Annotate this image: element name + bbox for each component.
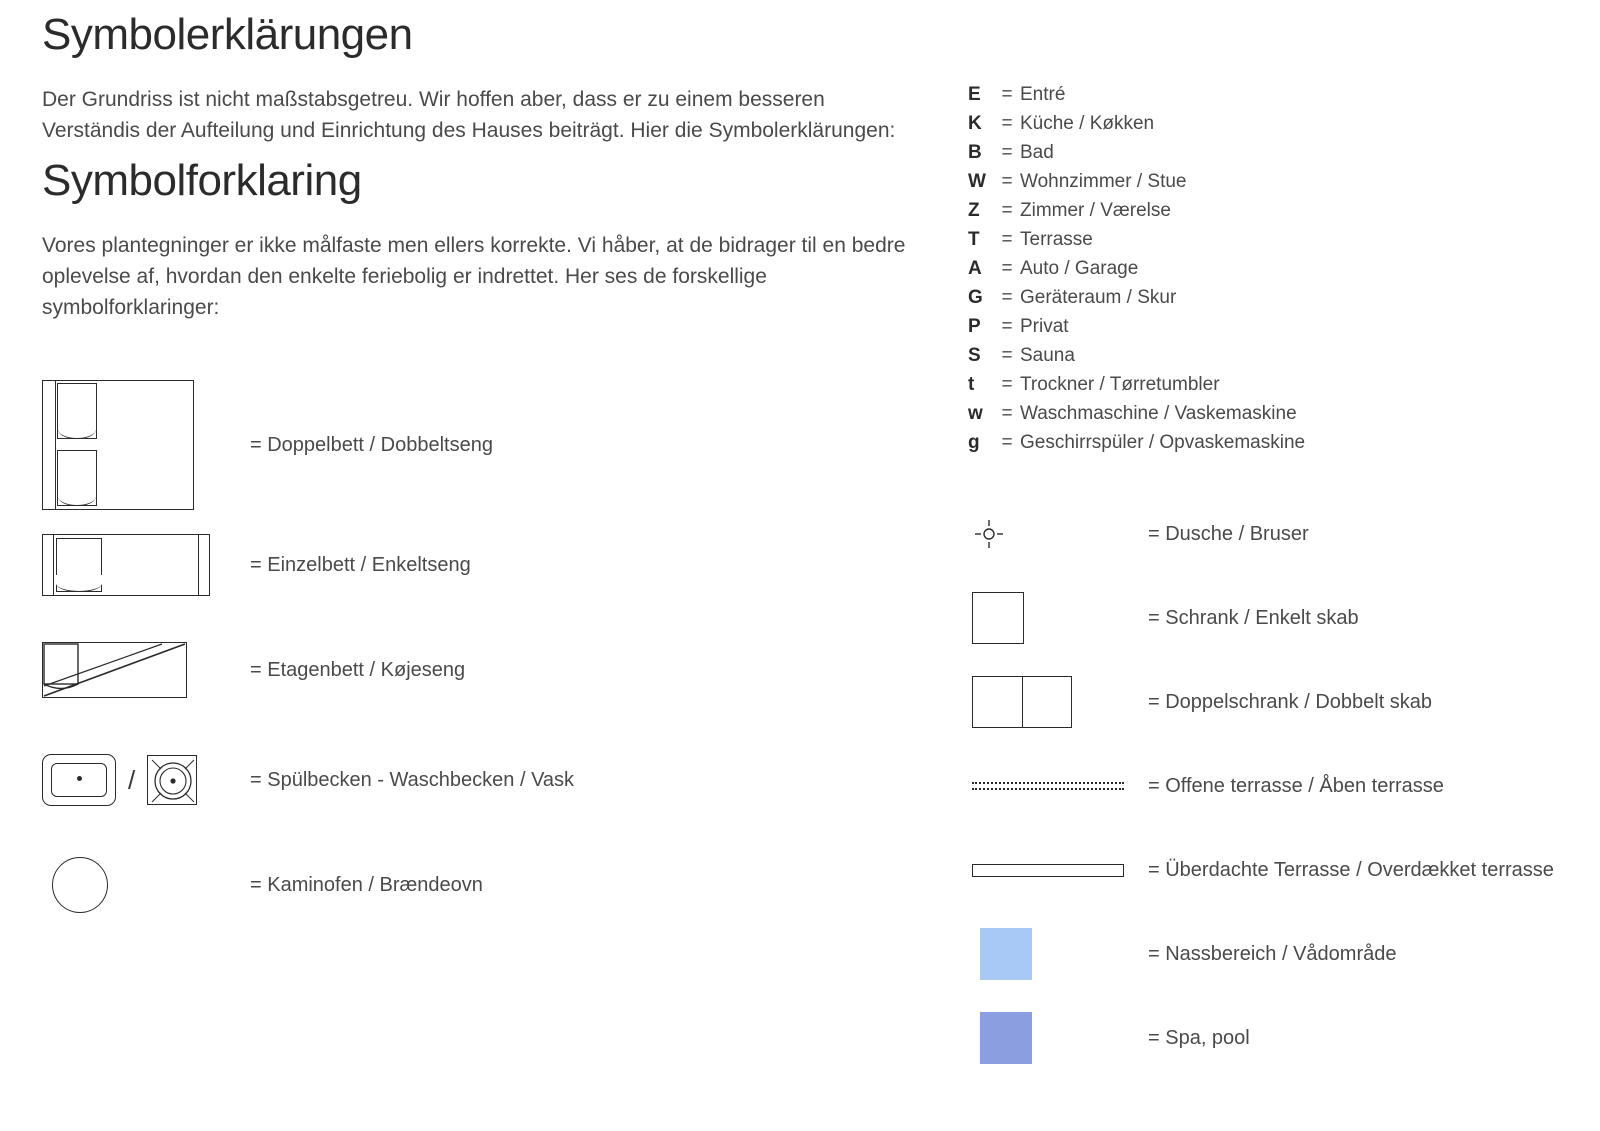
legend-item	[968, 744, 1600, 828]
legend-item	[968, 996, 1600, 1080]
equals-sign: =	[1001, 287, 1013, 308]
legend-item	[968, 660, 1600, 744]
legend-item-label: = Etagenbett / Køjeseng	[250, 658, 466, 681]
double-bed-icon	[42, 380, 222, 510]
double-cabinet-icon	[968, 676, 1148, 728]
abbreviation-value: Privat	[1020, 316, 1069, 337]
equals-sign: =	[1001, 432, 1013, 453]
legend-item-label: = Einzelbett / Enkeltseng	[250, 553, 471, 576]
legend-item	[42, 615, 922, 725]
wood-stove-icon	[42, 857, 222, 913]
abbreviation-key: B	[968, 142, 982, 163]
right-symbol-list	[968, 492, 1600, 1080]
equals-sign: =	[1001, 345, 1013, 366]
legend-item	[42, 515, 922, 615]
abbreviation-key: K	[968, 113, 982, 134]
left-symbol-list	[42, 375, 922, 935]
bunk-bed-icon	[42, 642, 222, 698]
abbreviation-value: Entré	[1020, 84, 1066, 105]
abbreviation-row	[968, 374, 1568, 403]
abbreviation-row	[968, 316, 1568, 345]
abbreviation-value: Zimmer / Værelse	[1020, 200, 1171, 221]
legend-item	[968, 492, 1600, 576]
abbreviation-key: S	[968, 345, 981, 366]
abbreviation-row	[968, 258, 1568, 287]
equals-sign: =	[1001, 374, 1013, 395]
abbreviation-key: T	[968, 229, 980, 250]
legend-item-label: = Spa, pool	[1148, 1026, 1250, 1049]
legend-item	[968, 828, 1600, 912]
abbreviation-key: W	[968, 171, 986, 192]
abbreviation-key: t	[968, 374, 975, 395]
abbreviation-key: E	[968, 84, 981, 105]
sink-icon	[42, 754, 116, 806]
equals-sign: =	[1001, 200, 1013, 221]
washbasin-icon	[147, 755, 197, 805]
paragraph-german: Der Grundriss ist nicht maßstabsgetreu. Wir hoffen aber, dass er zu einem besseren Verständis der Aufteilung und Einrichtung des Hauses beiträgt. Hier die Symbolerklärungen:	[42, 88, 896, 142]
equals-sign: =	[1001, 229, 1013, 250]
covered-terrace-icon	[968, 864, 1148, 877]
abbreviation-row	[968, 345, 1568, 374]
separator-slash: /	[128, 764, 136, 795]
abbreviation-key: w	[968, 403, 983, 424]
legend-item	[968, 912, 1600, 996]
legend-item-label: = Dusche / Bruser	[1148, 522, 1309, 545]
abbreviation-value: Terrasse	[1020, 229, 1093, 250]
abbreviation-value: Geschirrspüler / Opvaskemaskine	[1020, 432, 1306, 453]
abbreviation-value: Sauna	[1020, 345, 1075, 366]
sink-basin-icon	[42, 754, 222, 806]
shower-icon	[968, 520, 1148, 548]
equals-sign: =	[1001, 142, 1013, 163]
legend-item	[42, 725, 922, 835]
abbreviation-key: A	[968, 258, 982, 279]
abbreviation-value: Bad	[1020, 142, 1054, 163]
abbreviation-row	[968, 229, 1568, 258]
legend-item	[42, 835, 922, 935]
equals-sign: =	[1001, 113, 1013, 134]
legend-item-label: = Spülbecken - Waschbecken / Vask	[250, 768, 575, 791]
legend-item-label: = Nassbereich / Vådområde	[1148, 942, 1397, 965]
abbreviation-value: Küche / Køkken	[1020, 113, 1155, 134]
legend-item-label: = Doppelschrank / Dobbelt skab	[1148, 690, 1433, 713]
heading-german: Symbolerklärungen	[42, 10, 413, 59]
legend-item-label: = Doppelbett / Dobbeltseng	[250, 433, 493, 456]
abbreviation-row	[968, 84, 1568, 113]
abbreviation-row	[968, 113, 1568, 142]
left-column	[42, 0, 922, 935]
abbreviation-row	[968, 287, 1568, 316]
legend-item-label: = Schrank / Enkelt skab	[1148, 606, 1359, 629]
legend-item-label: = Überdachte Terrasse / Overdækket terrasse	[1148, 858, 1554, 881]
equals-sign: =	[1001, 403, 1013, 424]
abbreviation-key: G	[968, 287, 983, 308]
equals-sign: =	[1001, 258, 1013, 279]
equals-sign: =	[1001, 84, 1013, 105]
abbreviation-key: g	[968, 432, 980, 453]
abbreviation-key: P	[968, 316, 981, 337]
abbreviation-value: Wohnzimmer / Stue	[1020, 171, 1187, 192]
abbreviation-value: Trockner / Tørretumbler	[1020, 374, 1220, 395]
abbreviation-value: Waschmaschine / Vaskemaskine	[1020, 403, 1297, 424]
spa-pool-swatch	[968, 1012, 1148, 1064]
legend-item-label: = Kaminofen / Brændeovn	[250, 873, 483, 896]
legend-item-label: = Offene terrasse / Åben terrasse	[1148, 774, 1444, 797]
heading-danish: Symbolforklaring	[42, 156, 362, 205]
equals-sign: =	[1001, 316, 1013, 337]
abbreviation-value: Geräteraum / Skur	[1020, 287, 1177, 308]
legend-item	[968, 576, 1600, 660]
abbreviation-row	[968, 142, 1568, 171]
open-terrace-icon	[968, 782, 1148, 790]
paragraph-danish: Vores plantegninger er ikke målfaste men ellers korrekte. Vi håber, at de bidrager til en bedre oplevelse af, hvordan den enkelte feriebolig er indrettet. Her ses de forskellige symbolforklaringer:	[42, 234, 906, 319]
abbreviation-row	[968, 403, 1568, 432]
equals-sign: =	[1001, 171, 1013, 192]
legend-item	[42, 375, 922, 515]
abbreviation-value: Auto / Garage	[1020, 258, 1139, 279]
wet-area-swatch	[968, 928, 1148, 980]
abbreviation-list	[968, 84, 1568, 461]
abbreviation-row	[968, 200, 1568, 229]
abbreviation-row	[968, 171, 1568, 200]
abbreviation-key: Z	[968, 200, 980, 221]
abbreviation-row	[968, 432, 1568, 461]
single-cabinet-icon	[968, 592, 1148, 644]
single-bed-icon	[42, 534, 222, 596]
